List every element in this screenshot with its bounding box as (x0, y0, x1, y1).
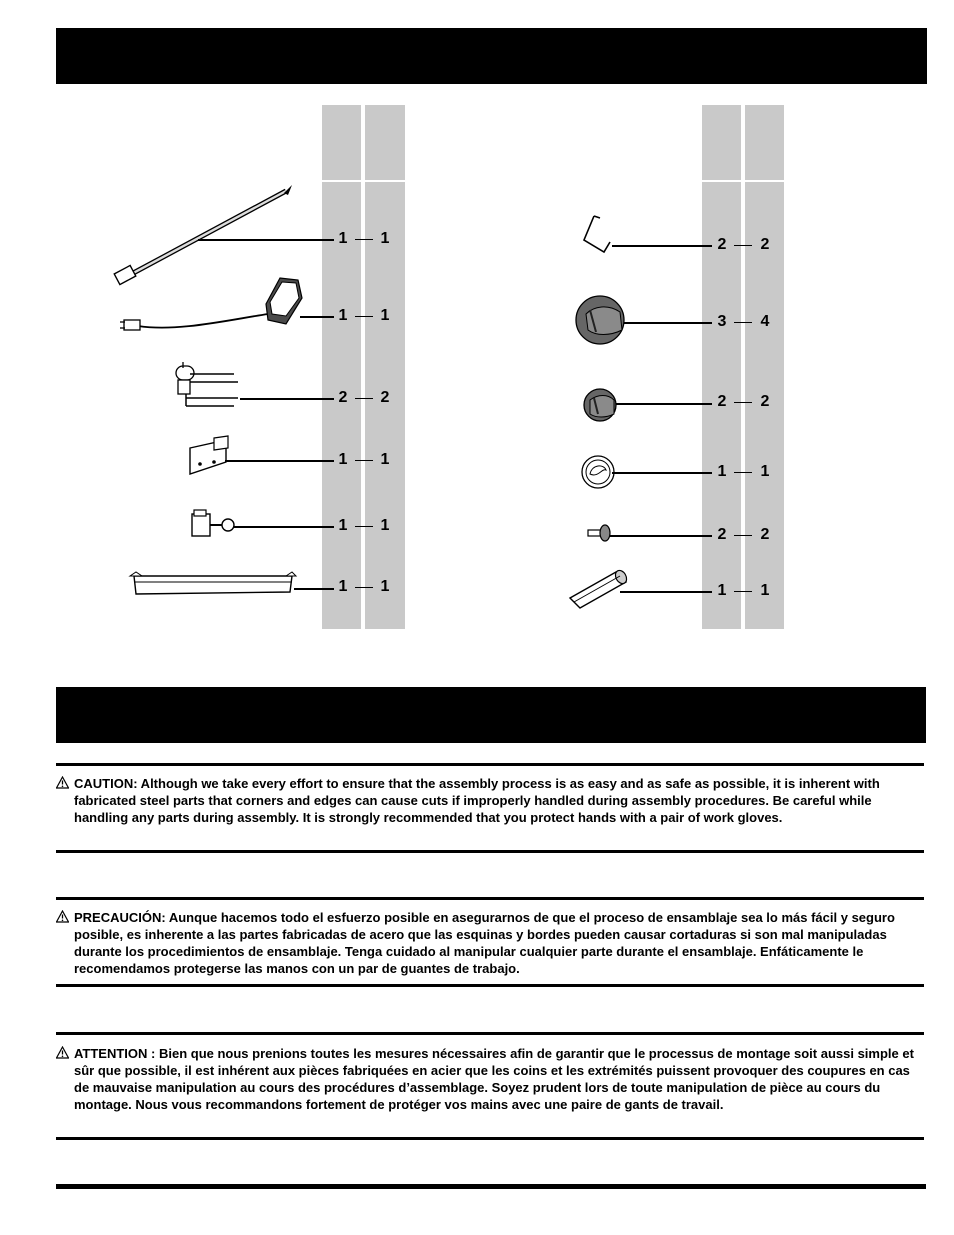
leader-line (610, 535, 712, 537)
warning-triangle-icon (56, 776, 69, 789)
qty-spit-rod-b: 1 (380, 230, 390, 247)
qty-column-right-a (702, 105, 741, 629)
caution-text-fr: ATTENTION : Bien que nous prenions toutes les mesures nécessaires afin de garantir que le processus de montage soit aussi simple et sûr que possible, il est inhérent aux pièces fabriquées en acier que les coins et les extrémités puissent provoquer des coupures en cas de mauvaise manipulation au cours des procédures d’assemblage. Soyez prudent lors de toute manipulation de pièce au cours du montage. Nous vous recommandons fortement de protéger vos mains avec une paire de gants de travail. (74, 1046, 914, 1112)
leader-line (225, 460, 334, 462)
qty-dash (355, 316, 373, 317)
leader-line (240, 398, 334, 400)
tube-icon (564, 566, 632, 612)
caution-text-en: CAUTION: Although we take every effort to ensure that the assembly process is as easy and as safe as possible, it is inherent with fabricated steel parts that corners and edges can cause cuts if improperly handled during assembly procedures. Be careful while handling any parts during assembly. It is strongly recommended that you protect hands with a pair of work gloves. (74, 776, 880, 825)
wire-clip-icon (578, 212, 614, 256)
footer-rule (56, 1184, 926, 1189)
leader-line (616, 403, 712, 405)
bezel-icon (580, 452, 616, 492)
qty-spit-rod-a: 1 (338, 230, 348, 247)
qty-bezel-a: 1 (717, 463, 727, 480)
qty-dash (355, 526, 373, 527)
qty-dash (734, 472, 752, 473)
qty-bezel-b: 1 (760, 463, 770, 480)
leader-line (198, 239, 334, 241)
qty-column-left-a (322, 105, 361, 629)
qty-wire-clip-b: 2 (760, 236, 770, 253)
leader-line (612, 472, 712, 474)
qty-dash (734, 245, 752, 246)
divider (56, 1137, 924, 1140)
rotisserie-motor-icon (118, 270, 308, 340)
leader-line (300, 316, 334, 318)
caution-fr (56, 1045, 922, 1113)
qty-dash (734, 591, 752, 592)
qty-dash (734, 402, 752, 403)
counterbalance-icon (188, 508, 236, 542)
qty-dash (734, 535, 752, 536)
qty-large-knob-b: 4 (760, 313, 770, 330)
divider (56, 1032, 924, 1035)
qty-meat-forks-a: 2 (338, 389, 348, 406)
handle-icon (128, 570, 298, 604)
divider (56, 850, 924, 853)
leader-line (234, 526, 334, 528)
qty-handle-a: 1 (338, 578, 348, 595)
qty-rotisserie-motor-a: 1 (338, 307, 348, 324)
qty-screw-b: 2 (760, 526, 770, 543)
qty-large-knob-a: 3 (717, 313, 727, 330)
header-bar-middle (56, 687, 926, 743)
qty-column-right-b (745, 105, 784, 629)
caution-text-es: PRECAUCIÓN: Aunque hacemos todo el esfuerzo posible en asegurarnos de que el proceso de ensamblaje sea lo más fácil y seguro posible, es inherente a las partes fabricadas de acero que las esquinas y bordes pueden causar cortaduras si son mal manipuladas durante los procedimientos de ensamblaje. Tenga cuidado al manipular cualquier parte durante el ensamblaje. Enfáticamente le recomendamos protegerse las manos con un par de guantes de trabajo. (74, 910, 895, 976)
large-knob-icon (574, 292, 630, 348)
qty-wire-clip-a: 2 (717, 236, 727, 253)
leader-line (620, 591, 712, 593)
column-header-divider (322, 180, 405, 182)
qty-motor-bracket-a: 1 (338, 451, 348, 468)
motor-bracket-icon (186, 434, 232, 480)
small-knob-icon (582, 386, 620, 424)
qty-meat-forks-b: 2 (380, 389, 390, 406)
qty-handle-b: 1 (380, 578, 390, 595)
leader-line (294, 588, 334, 590)
qty-dash (355, 398, 373, 399)
qty-rotisserie-motor-b: 1 (380, 307, 390, 324)
caution-es (56, 909, 922, 977)
caution-en (56, 775, 922, 826)
qty-screw-a: 2 (717, 526, 727, 543)
qty-dash (355, 587, 373, 588)
qty-counterbalance-a: 1 (338, 517, 348, 534)
divider (56, 984, 924, 987)
leader-line (624, 322, 712, 324)
qty-motor-bracket-b: 1 (380, 451, 390, 468)
column-header-divider (702, 180, 784, 182)
qty-small-knob-b: 2 (760, 393, 770, 410)
qty-counterbalance-b: 1 (380, 517, 390, 534)
warning-triangle-icon (56, 1046, 69, 1059)
leader-line (612, 245, 712, 247)
qty-tube-b: 1 (760, 582, 770, 599)
meat-forks-icon (168, 360, 243, 415)
qty-dash (734, 322, 752, 323)
screw-icon (586, 522, 614, 544)
divider (56, 763, 924, 766)
header-bar-top (56, 28, 927, 84)
divider (56, 897, 924, 900)
qty-dash (355, 239, 373, 240)
warning-triangle-icon (56, 910, 69, 923)
qty-column-left-b (365, 105, 405, 629)
qty-tube-a: 1 (717, 582, 727, 599)
qty-small-knob-a: 2 (717, 393, 727, 410)
qty-dash (355, 460, 373, 461)
